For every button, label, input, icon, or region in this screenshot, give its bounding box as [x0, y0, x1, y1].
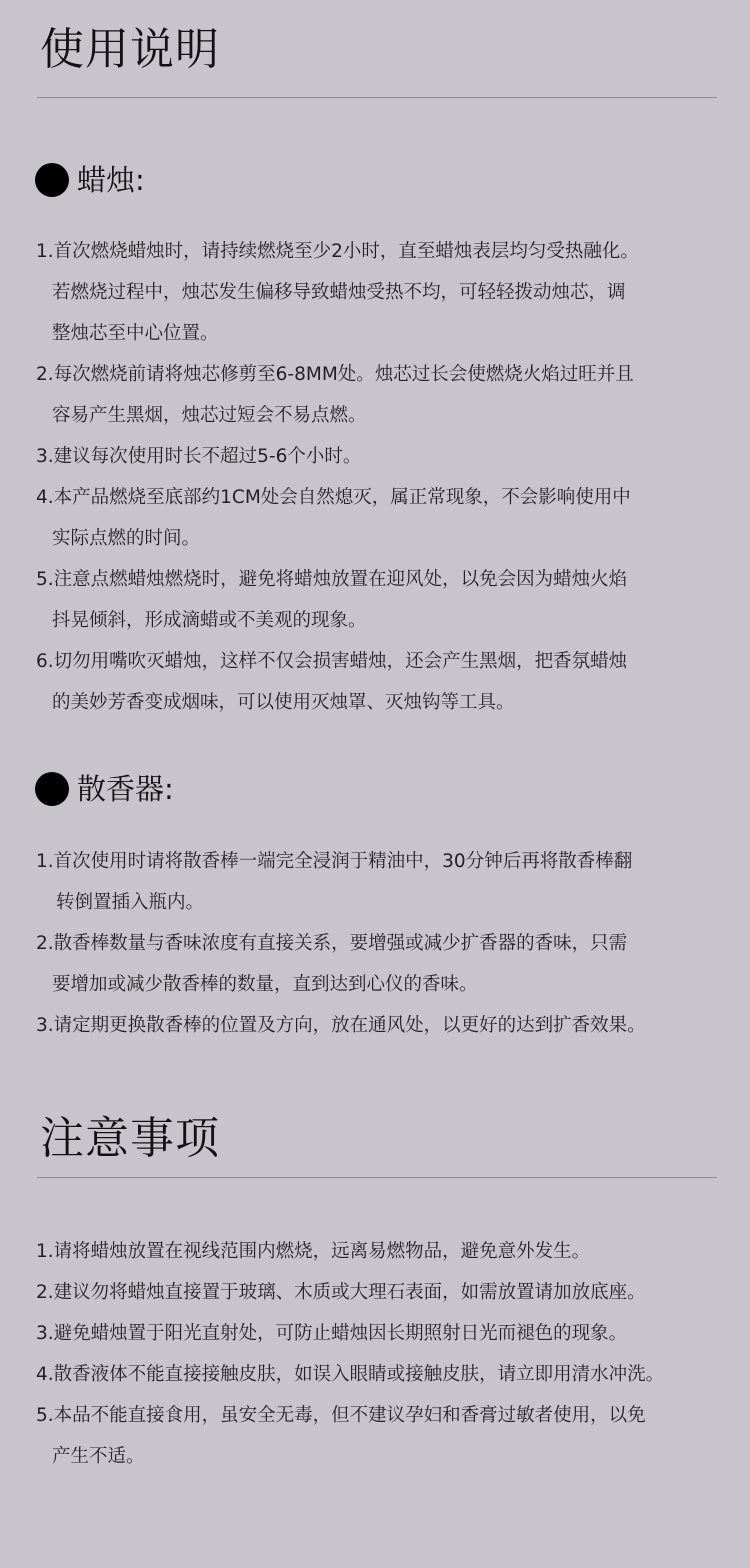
notice-divider	[37, 1177, 717, 1178]
diffuser-heading-label: 散香器:	[77, 772, 174, 806]
notice-line: 1.请将蜡烛放置在视线范围内燃烧，远离易燃物品，避免意外发生。	[36, 1241, 591, 1262]
notice-line: 产生不适。	[52, 1446, 145, 1467]
diffuser-line: 要增加或减少散香棒的数量，直到达到心仪的香味。	[52, 974, 478, 995]
candle-line: 整烛芯至中心位置。	[52, 323, 219, 344]
bullet-dot-icon	[35, 772, 69, 806]
candle-line: 4.本产品燃烧至底部约1CM处会自然熄灭，属正常现象，不会影响使用中	[36, 487, 631, 508]
diffuser-line: 转倒置插入瓶内。	[56, 892, 205, 913]
notice-line: 2.建议勿将蜡烛直接置于玻璃、木质或大理石表面，如需放置请加放底座。	[36, 1282, 646, 1303]
candle-heading	[35, 160, 145, 200]
bullet-dot-icon	[35, 163, 69, 197]
diffuser-line: 3.请定期更换散香棒的位置及方向，放在通风处，以更好的达到扩香效果。	[36, 1015, 646, 1036]
candle-line: 抖晃倾斜，形成滴蜡或不美观的现象。	[52, 610, 367, 631]
notice-title: 注意事项	[40, 1113, 220, 1164]
candle-line: 若燃烧过程中，烛芯发生偏移导致蜡烛受热不均，可轻轻拨动烛芯，调	[52, 282, 626, 303]
usage-title: 使用说明	[40, 24, 220, 75]
candle-line: 实际点燃的时间。	[52, 528, 201, 549]
candle-line: 6.切勿用嘴吹灭蜡烛，这样不仅会损害蜡烛，还会产生黑烟，把香氛蜡烛	[36, 651, 628, 672]
diffuser-line: 1.首次使用时请将散香棒一端完全浸润于精油中，30分钟后再将散香棒翻	[36, 851, 633, 872]
candle-line: 2.每次燃烧前请将烛芯修剪至6-8MM处。烛芯过长会使燃烧火焰过旺并且	[36, 364, 634, 385]
diffuser-instructions	[36, 841, 736, 1046]
candle-line: 容易产生黑烟，烛芯过短会不易点燃。	[52, 405, 367, 426]
candle-line: 5.注意点燃蜡烛燃烧时，避免将蜡烛放置在迎风处，以免会因为蜡烛火焰	[36, 569, 628, 590]
candle-line: 的美妙芳香变成烟味，可以使用灭烛罩、灭烛钩等工具。	[52, 692, 515, 713]
candle-instructions	[36, 231, 736, 723]
usage-divider	[37, 97, 717, 98]
diffuser-heading	[35, 769, 174, 809]
candle-heading-label: 蜡烛:	[77, 163, 145, 197]
notice-list	[36, 1231, 736, 1477]
notice-line: 4.散香液体不能直接接触皮肤，如误入眼睛或接触皮肤，请立即用清水冲洗。	[36, 1364, 665, 1385]
diffuser-line: 2.散香棒数量与香味浓度有直接关系，要增强或减少扩香器的香味，只需	[36, 933, 628, 954]
notice-line: 5.本品不能直接食用，虽安全无毒，但不建议孕妇和香膏过敏者使用，以免	[36, 1405, 646, 1426]
notice-line: 3.避免蜡烛置于阳光直射处，可防止蜡烛因长期照射日光而褪色的现象。	[36, 1323, 628, 1344]
candle-line: 3.建议每次使用时长不超过5-6个小时。	[36, 446, 362, 467]
candle-line: 1.首次燃烧蜡烛时，请持续燃烧至少2小时，直至蜡烛表层均匀受热融化。	[36, 241, 639, 262]
